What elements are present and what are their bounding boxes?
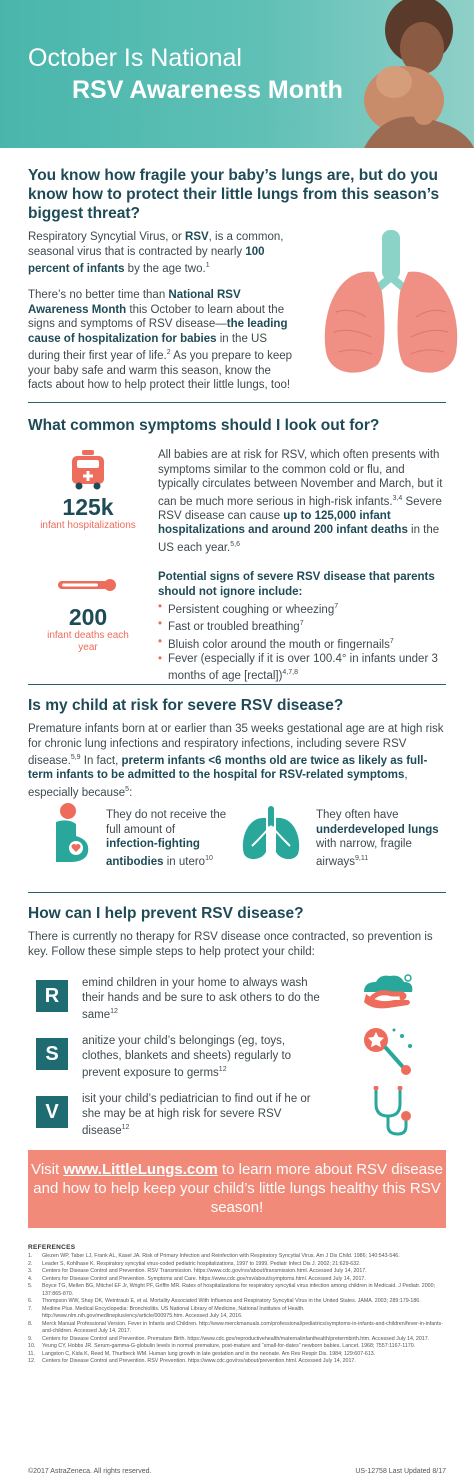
- footnote: 5,9: [70, 754, 81, 761]
- text: in the US during their first year of life.: [28, 332, 268, 363]
- reference-number: 2.: [28, 1260, 33, 1267]
- footnote: 7: [334, 603, 339, 610]
- reference-text: Merck Manual Professional Version. Fever in Infants and Children. http://www.merckmanuals.com/professional/pediatrics/symptoms-in-infants-and-children/fever-in-infants-and-children. Accessed July 14, 2017.: [42, 1320, 443, 1334]
- text: in utero: [163, 855, 206, 868]
- handwashing-icon: [358, 970, 418, 1014]
- reference-item: [28, 1351, 446, 1359]
- stat-hospitalizations-number: 125k: [62, 494, 114, 520]
- reference-number: 1.: [28, 1253, 33, 1259]
- text: to learn more about RSV disease and how to help keep your child’s little lungs healthy this RSV season!: [33, 1161, 443, 1216]
- text: :: [129, 786, 133, 799]
- divider: [28, 684, 446, 685]
- pregnant-woman-icon: [46, 802, 94, 864]
- footnote: 12: [121, 1124, 130, 1131]
- reference-number: 6.: [28, 1298, 33, 1304]
- symptoms-heading: What common symptoms should I look out for?: [28, 417, 380, 434]
- step-letter-r: R: [36, 980, 68, 1012]
- reference-text: Leader S, Kohlhase K. Respiratory syncytial virus-coded pediatric hospitalizations, 1997 to 1999. Pediatr Infect Dis J. 2002; 21:629-632.: [42, 1260, 361, 1267]
- text: They do not receive the full amount of: [106, 809, 227, 836]
- text: Fever (especially if it is over 100.4° in infants under 3 months of age [rectal]): [168, 652, 438, 683]
- text: isit your child’s pediatrician to find out if he or she may be at high risk for severe RSV disease: [82, 1093, 311, 1137]
- mother-baby-illustration: [324, 0, 474, 148]
- reference-item: [28, 1306, 446, 1321]
- reference-item: [28, 1358, 446, 1366]
- sign-item: [158, 652, 448, 684]
- text: Severe RSV disease can cause: [158, 495, 442, 522]
- reference-text: Boyce TG, Mellen BG, Mitchel EF Jr, Wright PF, Griffin MR. Rates of hospitalizations for respiratory syncytial virus infection among children in Medicaid. J Pediatr. 2000; 137:865-870.: [42, 1283, 436, 1297]
- text-underdeveloped-lungs: underdeveloped lungs: [316, 823, 439, 836]
- hero-title-line2: RSV Awareness Month: [72, 76, 343, 104]
- footnote: 4,7,8: [282, 669, 298, 677]
- reference-number: 3.: [28, 1268, 33, 1274]
- sign-item: [158, 635, 448, 652]
- text: Bluish color around the mouth or fingernails: [168, 638, 390, 651]
- reference-text: Centers for Disease Control and Prevention. Symptoms and Care. https://www.cdc.gov/rsv/about/symptoms.html. Accessed July 14, 2017.: [42, 1275, 366, 1282]
- copyright: ©2017 AstraZeneca. All rights reserved.: [28, 1468, 152, 1475]
- reference-number: 8.: [28, 1320, 33, 1327]
- littlelungs-link[interactable]: www.LittleLungs.com: [63, 1161, 218, 1178]
- intro-body: [28, 230, 296, 393]
- stat-deaths-label: infant deaths each year: [47, 630, 129, 653]
- reference-number: 9.: [28, 1335, 33, 1342]
- reference-item: [28, 1336, 446, 1344]
- cta-banner: [28, 1150, 446, 1228]
- reference-text: Yeung CY, Hobbs JR. Serum-gamma-G-globulin levels in normal premature, post-mature and “small-for-dates” newborn babies. Lancet. 1968; 7557:1167-1170.: [42, 1343, 416, 1349]
- reference-number: 10.: [28, 1343, 36, 1349]
- footnote: 9,11: [354, 854, 369, 862]
- text-leading-cause: the leading cause of hospitalization for babies: [28, 318, 288, 345]
- footnote: 2: [166, 349, 171, 357]
- footnote: 12: [110, 1008, 118, 1015]
- reference-item: [28, 1268, 446, 1276]
- references-list: [28, 1253, 446, 1366]
- risk-paragraph: [28, 722, 446, 800]
- footnote: 3,4: [392, 494, 403, 502]
- text: , especially because: [28, 769, 408, 799]
- prevent-heading: How can I help prevent RSV disease?: [28, 905, 304, 922]
- symptoms-paragraph: [158, 448, 448, 555]
- intro-heading: You know how fragile your baby’s lungs are, but do you know how to protect their little lungs from this season’s biggest threat?: [28, 167, 440, 222]
- footnote: 5: [125, 785, 130, 793]
- reference-text: Glezen WP, Taber LJ, Frank AL, Kasel JA. Risk of Primary Infection and Reinfection with Respiratory Syncytial Virus. Am J Dis Child. 1986; 140:543-546.: [42, 1253, 400, 1259]
- text: in the US each year.: [158, 524, 440, 554]
- reference-item: [28, 1321, 446, 1336]
- text: by the age two.: [124, 262, 206, 275]
- signs-list: [158, 600, 448, 684]
- prevent-paragraph: There is currently no therapy for RSV disease once contracted, so prevention is key. Follow these simple steps to help protect your child:: [28, 931, 433, 958]
- text: Persistent coughing or wheezing: [168, 603, 335, 616]
- reference-number: 11.: [28, 1350, 35, 1357]
- text: In fact,: [80, 754, 122, 767]
- reference-item: [28, 1261, 446, 1269]
- reference-number: 5.: [28, 1283, 33, 1289]
- hero-title-line1: October Is National: [28, 44, 242, 72]
- risk-reason-antibodies: [106, 808, 228, 869]
- references-title: REFERENCES: [28, 1244, 76, 1251]
- thermometer-icon: [56, 578, 118, 592]
- risk-heading: Is my child at risk for severe RSV disease?: [28, 697, 344, 714]
- signs-heading: Potential signs of severe RSV disease that parents should not ignore include:: [158, 571, 435, 598]
- text-rsv: RSV: [185, 231, 209, 243]
- reference-number: 12.: [28, 1358, 36, 1364]
- reference-item: [28, 1283, 446, 1298]
- stat-deaths-number: 200: [68, 604, 108, 630]
- reference-text: Medline Plus. Medical Encyclopedia: Bronchiolitis. US National Library of Medicine, National Institutes of Health. http://www.nlm.nih.gov/medlineplus/ency/article/000975.htm. Accessed July 14, 2016.: [42, 1305, 305, 1319]
- reference-text: Centers for Disease Control and Prevention. Premature Birth. https://www.cdc.gov/reproductivehealth/maternalinfanthealth/pretermbirth.htm. Accessed July 14, 2017.: [42, 1335, 430, 1342]
- reference-number: 4.: [28, 1275, 33, 1282]
- step-text-r: [82, 976, 322, 1022]
- reference-number: 7.: [28, 1305, 33, 1312]
- reference-text: Centers for Disease Control and Prevention. RSV Prevention. https://www.cdc.gov/rsv/about/prevention.html. Accessed July 14, 2017.: [42, 1358, 356, 1364]
- lungs-small-icon: [240, 806, 302, 860]
- footnote: 7: [299, 620, 304, 628]
- reference-text: Thompson WW, Shay DK, Weintraub E, et al. Mortality Associated With Influenza and Respiratory Syncytial Virus in the United States. JAMA. 2003; 289:179-186.: [42, 1298, 421, 1304]
- text: with narrow, fragile airways: [316, 838, 412, 868]
- text: , is a common, seasonal virus that is contracted by nearly: [28, 231, 284, 258]
- references: [28, 1244, 446, 1366]
- stethoscope-icon: [368, 1086, 414, 1138]
- text: As you prepare to keep your baby safe and warm this season, know the facts about how to help protect their little lungs, too!: [28, 350, 293, 392]
- reference-item: [28, 1343, 446, 1351]
- reference-item: [28, 1298, 446, 1306]
- text: There’s no better time than: [28, 289, 169, 302]
- step-letter-s: S: [36, 1038, 68, 1070]
- divider: [28, 402, 446, 403]
- footnote: 12: [218, 1066, 227, 1073]
- text-twice-as-likely: preterm infants <6 months old are twice as likely as full-term infants to be admitted to the hospital for RSV-related symptoms: [28, 754, 428, 782]
- step-text-s: [82, 1034, 322, 1080]
- stat-hospitalizations-label: infant hospitalizations: [40, 520, 136, 531]
- lungs-icon: [316, 222, 466, 380]
- document-code: US-12758 Last Updated 8/17: [355, 1468, 446, 1475]
- intro-paragraph-2: [28, 288, 296, 392]
- reference-text: Langston C, Kida K, Reed M, Thurlbeck WM. Human lung growth in late gestation and in the neonate. Am Rev Respir Dis. 1984; 129:607-613.: [42, 1350, 376, 1357]
- ambulance-icon: [70, 450, 106, 490]
- footnote: 1: [205, 262, 210, 269]
- text: Fast or troubled breathing: [168, 621, 300, 634]
- divider: [28, 892, 446, 893]
- reference-item: [28, 1276, 446, 1284]
- footnote: 10: [205, 854, 213, 862]
- hero-banner: [0, 0, 474, 148]
- text-antibodies: infection-fighting antibodies: [106, 838, 200, 868]
- sign-item: [158, 617, 448, 634]
- footnote: 7: [389, 637, 394, 645]
- step-text-v: [82, 1092, 322, 1138]
- sign-item: [158, 600, 448, 617]
- risk-reason-lungs: [316, 808, 446, 869]
- text: emind children in your home to always wash their hands and be sure to ask others to do the same: [82, 977, 320, 1021]
- sanitize-toy-icon: [362, 1026, 416, 1076]
- text: Premature infants born at or earlier than 35 weeks gestational age are at high risk for chronic lung infections and respiratory infections, including severe RSV disease.: [28, 723, 444, 767]
- text: this October to learn about the signs and symptoms of RSV disease—: [28, 303, 285, 331]
- text-100-percent: 100 percent of infants: [28, 245, 265, 275]
- text-hospitalizations: up to 125,000 infant hospitalizations and around 200 infant deaths: [158, 509, 408, 537]
- text: They often have: [316, 809, 399, 821]
- footnote: 5,6: [230, 540, 240, 548]
- step-letter-v: V: [36, 1096, 68, 1128]
- text: anitize your child’s belongings (eg, toys, clothes, blankets and sheets) regularly to prevent exposure to germs: [82, 1035, 292, 1079]
- reference-item: [28, 1253, 446, 1261]
- reference-text: Centers for Disease Control and Prevention. RSV Transmission. https://www.cdc.gov/rsv/about/transmission.html. Accessed July 14, 2017.: [42, 1268, 367, 1274]
- text-rsv-month: National RSV Awareness Month: [28, 289, 241, 316]
- text: All babies are at risk for RSV, which often presents with symptoms similar to the common cold or flu, and typically circulates between November and March, but it can be much more serious in high-risk infants.: [158, 449, 443, 508]
- text: Visit: [31, 1161, 64, 1178]
- intro-paragraph-1: [28, 230, 296, 276]
- text: Respiratory Syncytial Virus, or: [28, 231, 186, 243]
